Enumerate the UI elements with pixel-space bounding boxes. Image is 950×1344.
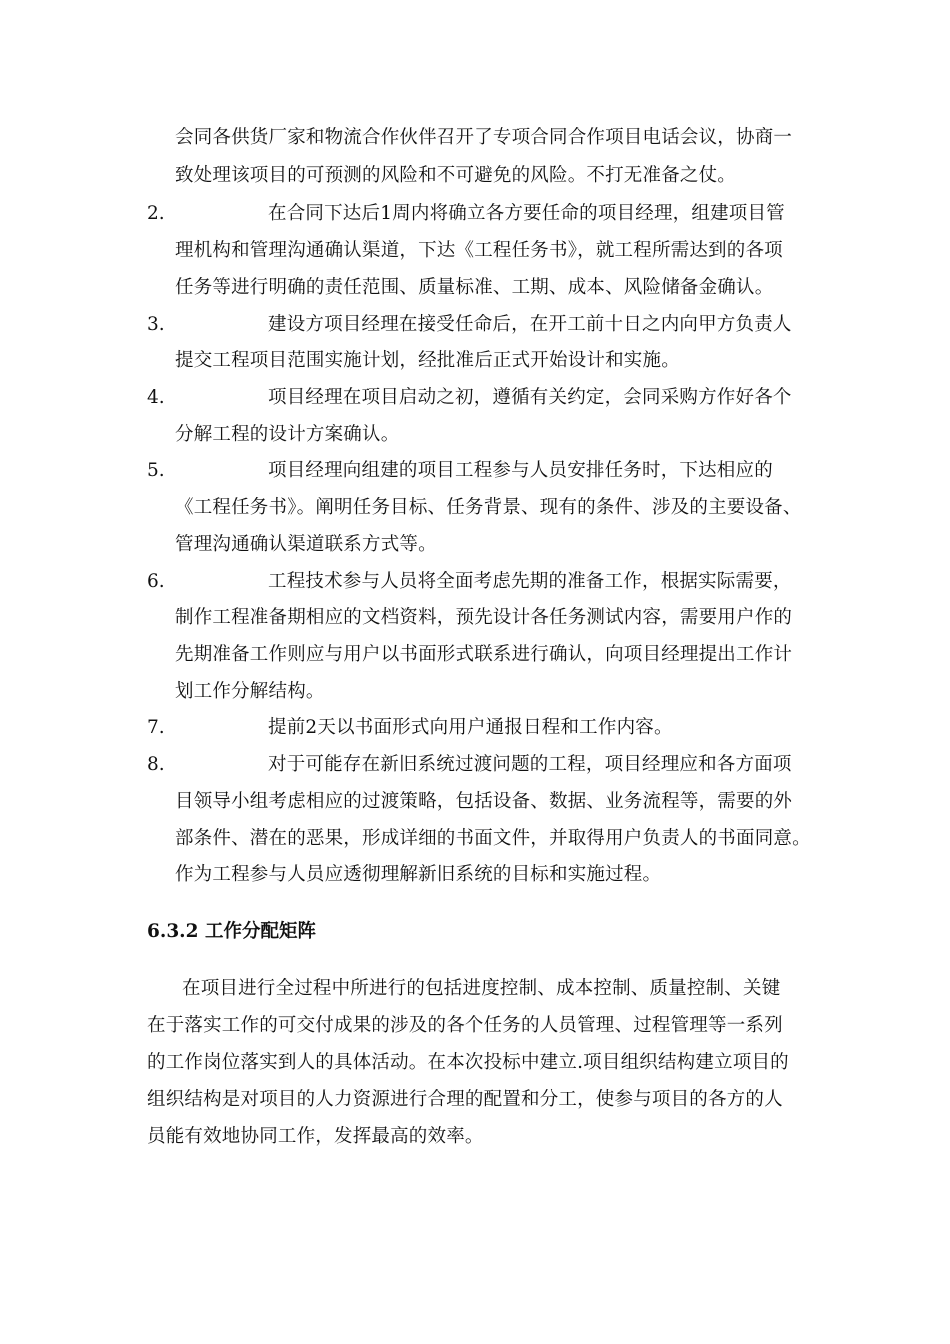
item-line: 分解工程的设计方案确认。 xyxy=(175,424,400,445)
item-line: 任务等进行明确的责任范围、质量标准、工期、成本、风险储备金确认。 xyxy=(175,277,774,298)
paragraph-line: 员能有效地协同工作，发挥最高的效率。 xyxy=(147,1126,484,1147)
intro-line: 会同各供货厂家和物流合作伙伴召开了专项合同合作项目电话会议，协商一 xyxy=(175,127,793,148)
item-line: 部条件、潜在的恶果，形成详细的书面文件，并取得用户负责人的书面同意。 xyxy=(175,828,811,849)
paragraph-line: 在项目进行全过程中所进行的包括进度控制、成本控制、质量控制、关键 xyxy=(182,978,781,999)
paragraph-line: 的工作岗位落实到人的具体活动。在本次投标中建立.项目组织结构建立项目的 xyxy=(147,1052,789,1073)
item-number: 2. xyxy=(147,203,165,224)
item-number: 3. xyxy=(147,314,165,335)
item-number: 4. xyxy=(147,387,165,408)
item-line: 《工程任务书》。阐明任务目标、任务背景、现有的条件、涉及的主要设备、 xyxy=(175,497,802,518)
paragraph-line: 在于落实工作的可交付成果的涉及的各个任务的人员管理、过程管理等一系列 xyxy=(147,1015,783,1036)
item-line: 提前2天以书面形式向用户通报日程和工作内容。 xyxy=(268,717,673,738)
item-line: 项目经理在项目启动之初，遵循有关约定，会同采购方作好各个 xyxy=(268,387,792,408)
item-line: 建设方项目经理在接受任命后，在开工前十日之内向甲方负责人 xyxy=(268,314,792,335)
intro-line: 致处理该项目的可预测的风险和不可避免的风险。不打无准备之仗。 xyxy=(175,165,737,186)
item-line: 作为工程参与人员应透彻理解新旧系统的目标和实施过程。 xyxy=(175,864,662,885)
section-heading: 6.3.2 工作分配矩阵 xyxy=(147,921,316,942)
item-number: 7. xyxy=(147,717,165,738)
item-number: 5. xyxy=(147,460,165,481)
item-line: 制作工程准备期相应的文档资料，预先设计各任务测试内容，需要用户作的 xyxy=(175,607,793,628)
item-line: 划工作分解结构。 xyxy=(175,681,325,702)
item-line: 对于可能存在新旧系统过渡问题的工程，项目经理应和各方面项 xyxy=(268,754,792,775)
item-line: 在合同下达后1周内将确立各方要任命的项目经理，组建项目管 xyxy=(268,203,785,224)
item-line: 管理沟通确认渠道联系方式等。 xyxy=(175,534,437,555)
paragraph-line: 组织结构是对项目的人力资源进行合理的配置和分工，使参与项目的各方的人 xyxy=(147,1089,783,1110)
item-line: 先期准备工作则应与用户以书面形式联系进行确认，向项目经理提出工作计 xyxy=(175,644,793,665)
item-line: 理机构和管理沟通确认渠道，下达《工程任务书》，就工程所需达到的各项 xyxy=(175,240,783,261)
item-number: 8. xyxy=(147,754,165,775)
item-line: 目领导小组考虑相应的过渡策略，包括设备、数据、业务流程等，需要的外 xyxy=(175,791,793,812)
item-number: 6. xyxy=(147,571,165,592)
item-line: 提交工程项目范围实施计划，经批准后正式开始设计和实施。 xyxy=(175,350,680,371)
item-line: 工程技术参与人员将全面考虑先期的准备工作，根据实际需要， xyxy=(268,571,792,592)
item-line: 项目经理向组建的项目工程参与人员安排任务时，下达相应的 xyxy=(268,460,773,481)
